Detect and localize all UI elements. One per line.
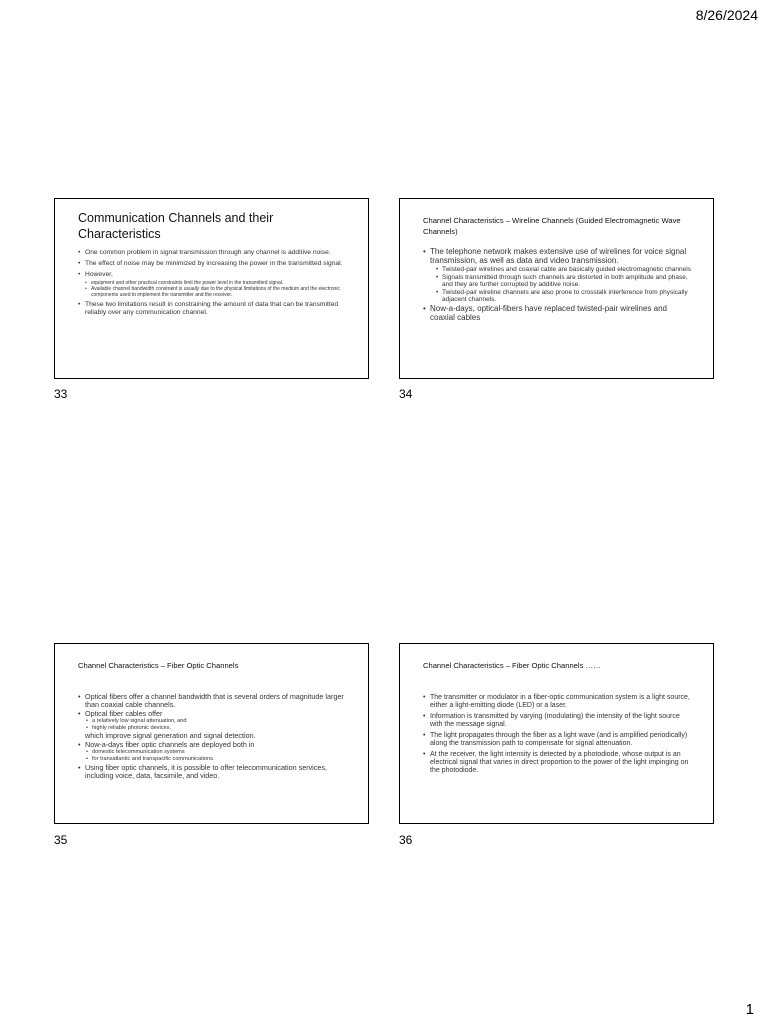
bullet	[430, 248, 692, 303]
sub-bullet-list	[442, 266, 692, 303]
sub-bullet: • Twisted-pair wirelines and coaxial cable are basically guided electromagnetic channels	[442, 266, 692, 273]
continuation-text: which improve signal generation and signal detection.	[85, 731, 256, 740]
slide-title: Channel Characteristics – Wireline Channels (Guided Electromagnetic Wave Channels)	[423, 216, 681, 236]
bullet: • Information is transmitted by varying (modulating) the intensity of the light source with the message signal.	[430, 713, 692, 729]
sub-bullet: • a relatively low signal attenuation, and	[92, 718, 347, 725]
slide-number: 34	[399, 387, 413, 401]
bullet: • The effect of noise may be minimized by increasing the power in the transmitted signal.	[85, 260, 347, 268]
sub-bullet: • highly reliable photonic devices,	[92, 725, 347, 732]
bullet-text: However,	[85, 271, 113, 278]
bullet-text: Now-a-days fiber optic channels are deployed both in	[85, 740, 255, 749]
sub-bullet-list	[91, 280, 347, 298]
slide-33	[54, 198, 369, 379]
page-number: 1	[745, 1001, 754, 1018]
bullet	[85, 271, 347, 298]
slide-bullet-list	[85, 693, 347, 781]
slide-title: Channel Characteristics – Fiber Optic Channels	[78, 661, 239, 670]
bullet: • Optical fibers offer a channel bandwidth that is several orders of magnitude larger than coaxial cable channels.	[85, 693, 347, 709]
slide-title: Communication Channels and their Characteristics	[78, 211, 274, 241]
slide-36	[399, 643, 714, 824]
slide-number: 36	[399, 833, 413, 847]
slide-bullet-list	[430, 248, 692, 324]
bullet	[85, 710, 347, 740]
slide-number: 35	[54, 833, 68, 847]
bullet-text: Optical fiber cables offer	[85, 709, 163, 718]
bullet: • At the receiver, the light intensity is detected by a photodiode, whose output is an electrical signal that varies in direct proportion to the power of the light impinging on the photodiode.	[430, 751, 692, 775]
bullet: • Using fiber optic channels, it is possible to offer telecommunication services, including voice, data, facsimile, and video.	[85, 764, 347, 780]
sub-bullet: • equipment and other practical constraints limit the power level in the transmitted signal.	[91, 280, 347, 286]
slide-title: Channel Characteristics – Fiber Optic Channels ……	[423, 661, 601, 670]
sub-bullet: • domestic telecommunication systems	[92, 749, 347, 756]
bullet	[85, 741, 347, 763]
slide-35	[54, 643, 369, 824]
sub-bullet-list	[92, 718, 347, 732]
bullet: • The transmitter or modulator in a fiber-optic communication system is a light source, either a light-emitting diode (LED) or a laser.	[430, 694, 692, 710]
bullet: • Now-a-days, optical-fibers have replaced twisted-pair wirelines and coaxial cables	[430, 305, 692, 322]
slide-bullet-list	[85, 249, 347, 320]
sub-bullet: • Signals transmitted through such channels are distorted in both amplitude and phase, and they are further corrupted by additive noise.	[442, 274, 692, 288]
bullet-text: The telephone network makes extensive use of wirelines for voice signal transmission, as well as data and video transmission.	[430, 247, 687, 265]
bullet: • The light propagates through the fiber as a light wave (and is amplified periodically) along the transmission path to compensate for signal attenuation.	[430, 732, 692, 748]
print-date: 8/26/2024	[695, 7, 758, 23]
slide-34	[399, 198, 714, 379]
bullet: • These two limitations result in constraining the amount of data that can be transmitted reliably over any communication channel.	[85, 301, 347, 317]
sub-bullet: • for transatlantic and transpacific communications.	[92, 756, 347, 763]
sub-bullet: • Available channel bandwidth constraint is usually due to the physical limitations of the medium and the electronic components used to implement the transmitter and the receiver.	[91, 286, 347, 298]
slide-bullet-list	[430, 694, 692, 778]
slide-number: 33	[54, 387, 68, 401]
sub-bullet-list	[92, 749, 347, 763]
bullet: • One common problem in signal transmission through any channel is additive noise.	[85, 249, 347, 257]
sub-bullet: • Twisted-pair wireline channels are also prone to crosstalk interference from physically adjacent channels.	[442, 289, 692, 303]
